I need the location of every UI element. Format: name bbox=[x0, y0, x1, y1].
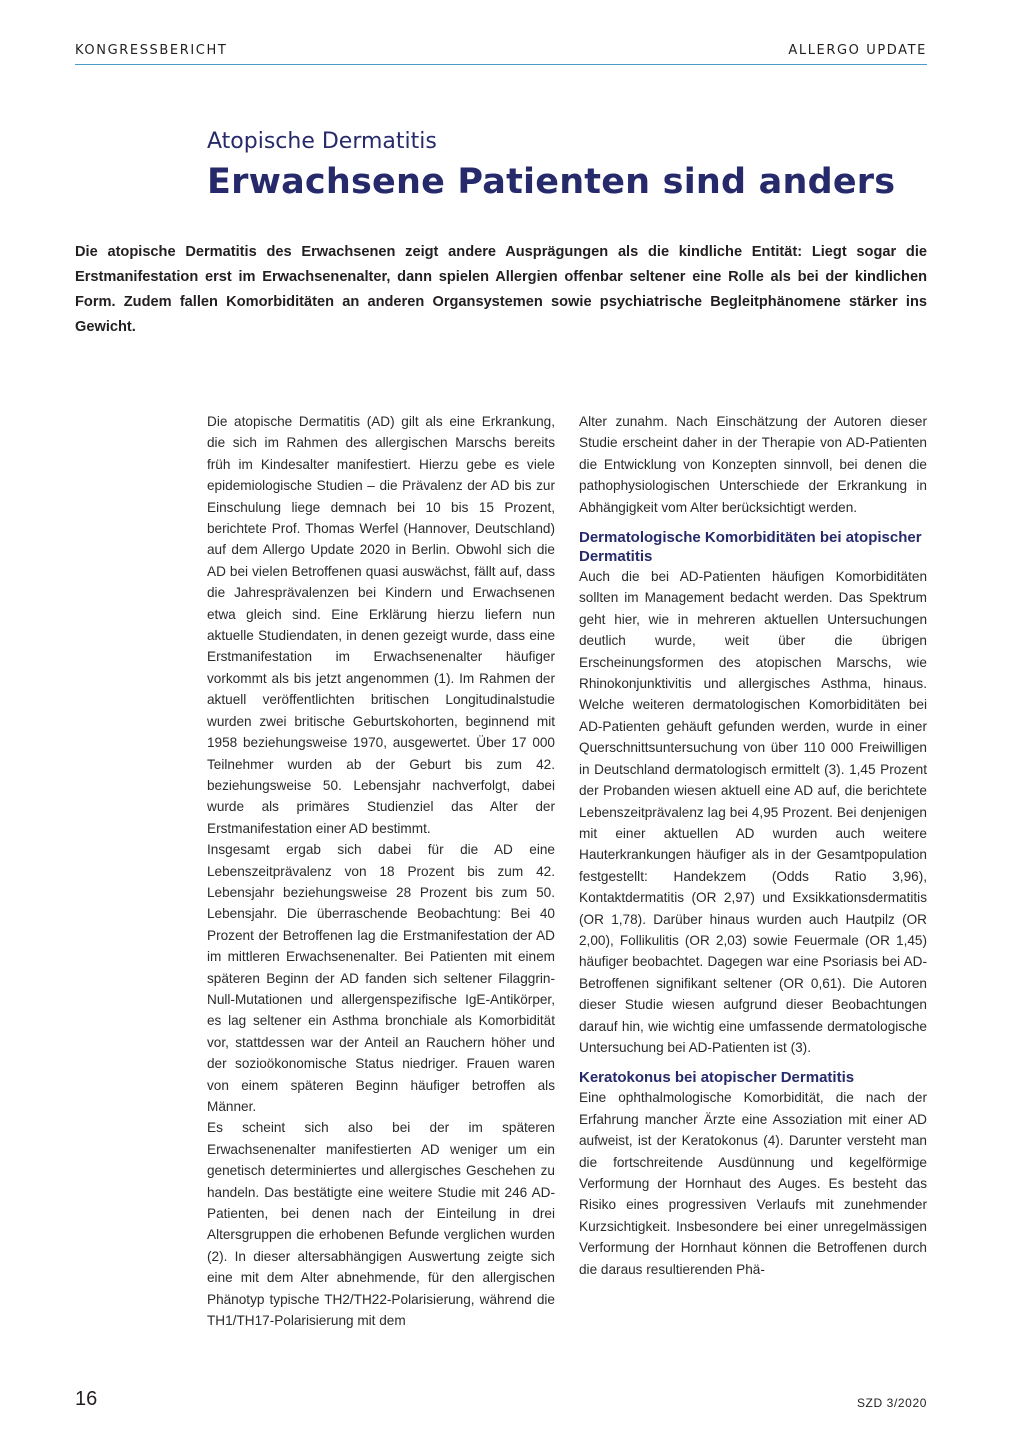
body-paragraph: Eine ophthalmologische Komorbidität, die nach der Erfahrung mancher Ärzte eine Assoziation mit einer AD aufweist, ist der Keratokonus (4). Darunter versteht man die fortschreitende Ausdünnung und kegelförmige Verformung der Hornhaut des Auges. Es besteht das Risiko eines progressiven Verlaufs mit zunehmender Kurzsichtigkeit. Insbesondere bei einer unregelmässigen Verformung der Hornhaut können die Betroffenen durch die daraus resultierenden Phä- bbox=[579, 1090, 927, 1277]
section-heading-comorbidities: Dermatologische Komorbiditäten bei atopischer Dermatitis bbox=[579, 529, 922, 566]
body-paragraph: Auch die bei AD-Patienten häufigen Komorbiditäten sollten im Management bedacht werden. Das Spektrum geht hier, wie in mehreren aktuellen Untersuchungen deutlich wurde, weit über die übrigen Erscheinungsformen des atopischen Marschs, wie Rhinokonjunktivitis und allergisches Asthma, hinaus. Welche weiteren dermatologischen Komorbiditäten bei AD-Patienten gehäuft gefunden werden, wurde in einer Querschnittsuntersuchung von über 110 000 Freiwilligen in Deutschland dermatologisch ermittelt (3). 1,45 Prozent der Probanden wiesen aktuell eine AD auf, die berichtete Lebenszeitprävalenz lag bei 4,95 Prozent. Bei denjenigen mit einer aktuellen AD wurden auch weitere Hauterkrankungen häufiger als in der Gesamtpopulation festgestellt: Handekzem (Odds Ratio 3,96), Kontaktdermatitis (OR 2,97) und Exsikkationsdermatitis (OR 1,78). Darüber hinaus wurden auch Hautpilz (OR 2,00), Follikulitis (OR 2,03) sowie Feuermale (OR 1,45) häufiger beobachtet. Dagegen war eine Psoriasis bei AD-Betroffenen signifikant seltener (OR 0,61). Die Autoren dieser Studie wiesen aufgrund dieser Beobachtungen darauf hin, wie wichtig eine umfassende dermatologische Untersuchung bei AD-Patienten ist (3). bbox=[579, 569, 927, 1055]
left-column bbox=[207, 411, 555, 1331]
publication-label: ALLERGO UPDATE bbox=[788, 43, 927, 58]
article-kicker: Atopische Dermatitis bbox=[207, 129, 437, 154]
issue-label: SZD 3/2020 bbox=[856, 1396, 927, 1410]
body-paragraph: Insgesamt ergab sich dabei für die AD eine Lebenszeitprävalenz von 18 Prozent bis zum 42. Lebensjahr beziehungsweise 28 Prozent bis zum 50. Lebensjahr. Die überraschende Beobachtung: Bei 40 Prozent der Betroffenen lag die Erstmanifestation der AD im mittleren Erwachsenenalter. Bei Patienten mit einem späteren Beginn der AD fanden sich seltener Filaggrin-Null-Mutationen und allergenspezifische IgE-Antikörper, es lag seltener ein Asthma bronchiale als Komorbidität vor, stattdessen war der Anteil an Rauchern höher und der sozioökonomische Status niedriger. Frauen waren von einem späteren Beginn häufiger betroffen als Männer. bbox=[207, 842, 555, 1114]
section-label: KONGRESSBERICHT bbox=[75, 43, 228, 58]
section-heading-keratoconus: Keratokonus bei atopischer Dermatitis bbox=[579, 1069, 855, 1087]
body-paragraph: Alter zunahm. Nach Einschätzung der Autoren dieser Studie erscheint daher in der Therapie von AD-Patienten die Entwicklung von Konzepten sinnvoll, bei denen die pathophysiologischen Unterschiede der Erkrankung in Abhängigkeit vom Alter berücksichtigt werden. bbox=[579, 414, 927, 515]
article-lead: Die atopische Dermatitis des Erwachsenen zeigt andere Ausprägungen als die kindliche Entität: Liegt sogar die Erstmanifestation erst im Erwachsenenalter, dann spielen Allergien offenbar seltener eine Rolle als bei der kindlichen Form. Zudem fallen Komorbiditäten an anderen Organsystemen sowie psychiatrische Begleitphänomene stärker ins Gewicht. bbox=[75, 244, 927, 335]
running-header bbox=[75, 40, 927, 65]
right-column bbox=[579, 411, 927, 1280]
body-paragraph: Es scheint sich also bei der im späteren Erwachsenenalter manifestierten AD weniger um ein genetisch determiniertes und allergisches Geschehen zu handeln. Das bestätigte eine weitere Studie mit 246 AD-Patienten, bei denen nach der Einteilung in drei Altersgruppen die erhobenen Befunde verglichen wurden (2). In dieser altersabhängigen Auswertung zeigte sich eine mit dem Alter abnehmende, für den allergischen Phänotyp typische TH2/TH22-Polarisierung, während die TH1/TH17-Polarisierung mit dem bbox=[207, 1120, 555, 1329]
body-paragraph: Die atopische Dermatitis (AD) gilt als eine Erkrankung, die sich im Rahmen des allergischen Marschs bereits früh im Kindesalter manifestiert. Hierzu gebe es viele epidemiologische Studien – die Prävalenz der AD bis zur Einschulung liege demnach bei 10 bis 15 Prozent, berichtete Prof. Thomas Werfel (Hannover, Deutschland) auf dem Allergo Update 2020 in Berlin. Obwohl sich die AD bei vielen Betroffenen quasi auswächst, fällt auf, dass die Jahresprävalenzen bei Kindern und Erwachsenen etwa gleich sind. Eine Erklärung hierzu liefern nun aktuelle Studiendaten, in denen gezeigt wurde, dass eine Erstmanifestation im Erwachsenenalter häufiger vorkommt als bis jetzt angenommen (1). Im Rahmen der aktuell veröffentlichten britischen Longitudinalstudie wurden zwei britische Geburtskohorten, beginnend mit 1958 beziehungsweise 1970, ausgewertet. Über 17 000 Teilnehmer wurden ab der Geburt bis zum 42. beziehungsweise 50. Lebensjahr nachverfolgt, dabei wurde als primäres Studienziel das Alter der Erstmanifestation einer AD bestimmt. bbox=[207, 414, 555, 836]
page-number: 16 bbox=[75, 1388, 98, 1410]
article-title: Erwachsene Patienten sind anders bbox=[207, 162, 896, 202]
